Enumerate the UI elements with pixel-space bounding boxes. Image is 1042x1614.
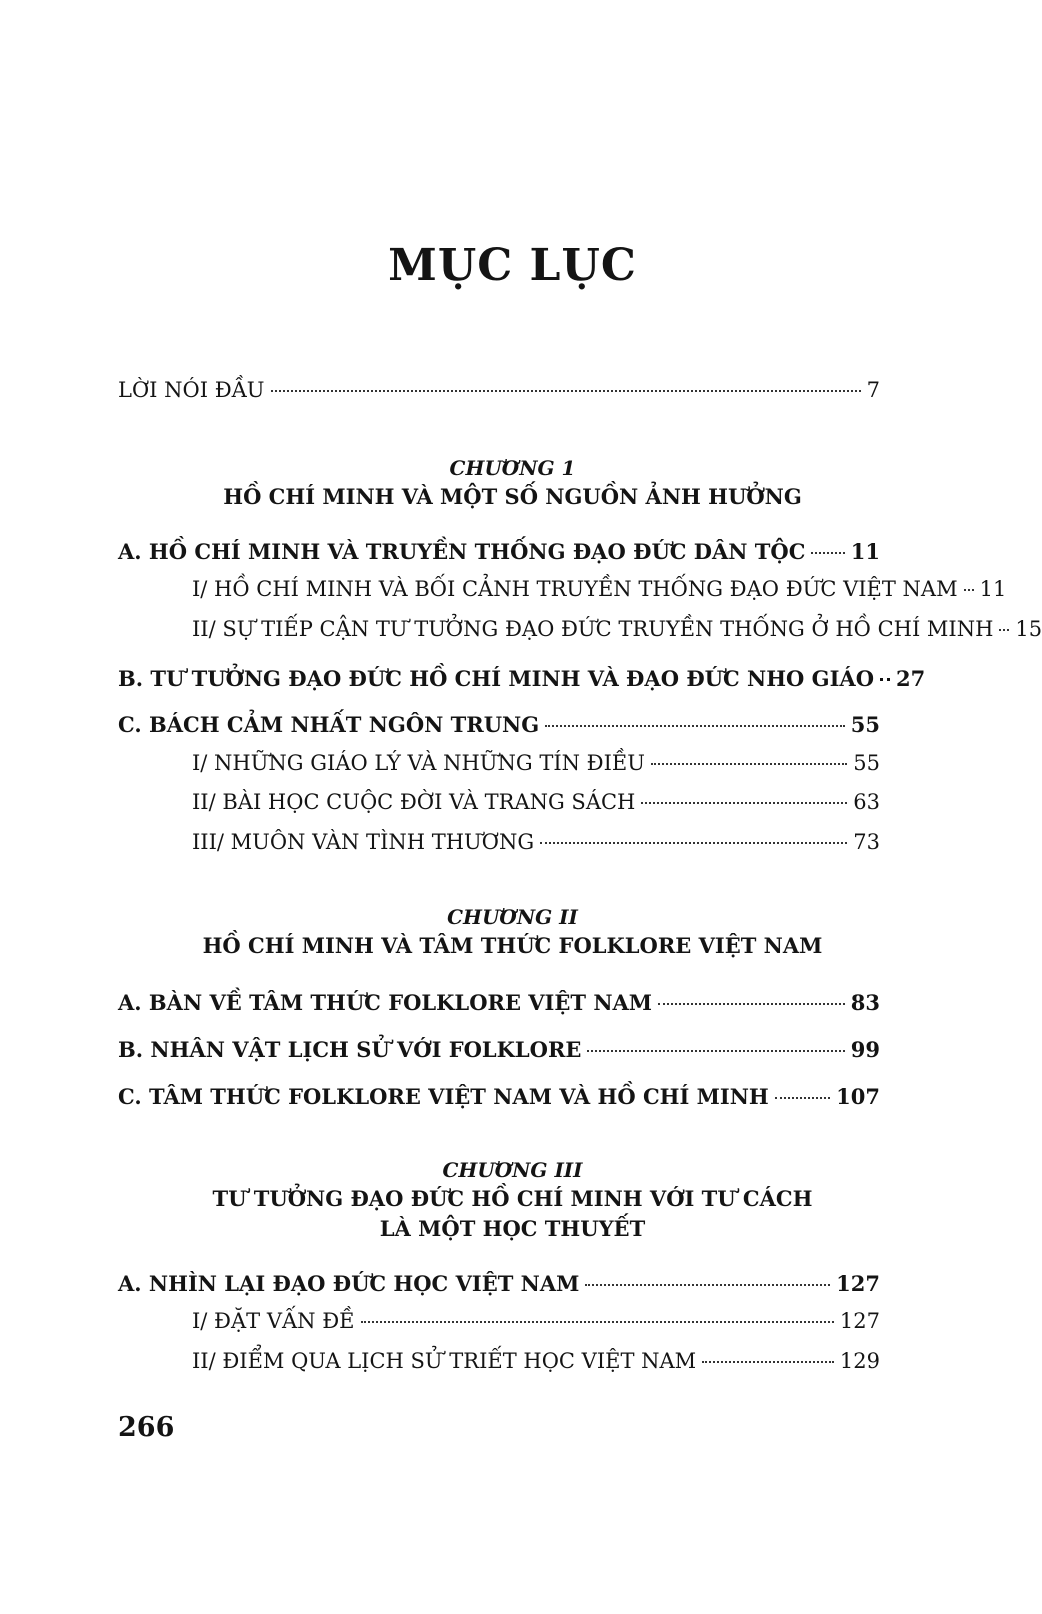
- page-number: 266: [118, 1412, 175, 1443]
- chapter-label: CHƯƠNG III: [442, 1158, 583, 1182]
- toc-entry-page: 73: [853, 830, 880, 854]
- chapter-label: CHƯƠNG II: [447, 905, 578, 929]
- dot-leader: [651, 763, 847, 765]
- toc-entry-label: B. TƯ TƯỞNG ĐẠO ĐỨC HỒ CHÍ MINH VÀ ĐẠO ĐỨC NHO GIÁO: [118, 666, 874, 691]
- toc-entry-label: II/ ĐIỂM QUA LỊCH SỬ TRIẾT HỌC VIỆT NAM: [192, 1349, 697, 1373]
- dot-leader: [658, 1003, 845, 1005]
- toc-entry-label: C. BÁCH CẢM NHẤT NGÔN TRUNG: [118, 712, 540, 737]
- toc-entry[interactable]: [118, 711, 880, 739]
- toc-entry-page: 55: [853, 751, 880, 775]
- dot-leader: [964, 589, 974, 591]
- dot-leader: [271, 390, 861, 392]
- dot-leader: [361, 1321, 834, 1323]
- dot-leader: [775, 1097, 830, 1099]
- toc-entry-label: A. HỒ CHÍ MINH VÀ TRUYỀN THỐNG ĐẠO ĐỨC DÂN TỘC: [118, 539, 806, 564]
- toc-entry[interactable]: [192, 749, 880, 777]
- toc-entry-label: I/ ĐẶT VẤN ĐỀ: [192, 1309, 355, 1333]
- chapter-title: HỒ CHÍ MINH VÀ MỘT SỐ NGUỒN ẢNH HƯỞNG: [223, 484, 802, 509]
- toc-entry-label: I/ NHỮNG GIÁO LÝ VÀ NHỮNG TÍN ĐIỀU: [192, 751, 645, 775]
- toc-entry[interactable]: [192, 1347, 880, 1375]
- dot-leader: [811, 552, 844, 554]
- chapter-title: HỒ CHÍ MINH VÀ TÂM THỨC FOLKLORE VIỆT NAM: [202, 933, 823, 958]
- toc-entry-page: 99: [850, 1037, 880, 1062]
- toc-entry[interactable]: [118, 989, 880, 1017]
- dot-leader: [587, 1050, 844, 1052]
- toc-entry-preface[interactable]: [118, 376, 880, 404]
- chapter-3-heading: [0, 1156, 1025, 1244]
- dot-leader: [540, 842, 847, 844]
- toc-entry[interactable]: [192, 615, 1042, 643]
- dot-leader: [880, 678, 890, 681]
- toc-entry[interactable]: [192, 1307, 880, 1335]
- toc-entry-page: 129: [839, 1349, 880, 1373]
- toc-entry-page: 63: [853, 790, 880, 814]
- dot-leader: [999, 629, 1009, 631]
- dot-leader: [641, 802, 847, 804]
- toc-entry[interactable]: [118, 538, 880, 566]
- toc-entry-label: B. NHÂN VẬT LỊCH SỬ VỚI FOLKLORE: [118, 1037, 582, 1062]
- chapter-1-heading: [0, 454, 1025, 512]
- toc-entry-page: 83: [850, 990, 880, 1015]
- toc-entry-label: III/ MUÔN VÀN TÌNH THƯƠNG: [192, 830, 535, 854]
- toc-entry-label: I/ HỒ CHÍ MINH VÀ BỐI CẢNH TRUYỀN THỐNG ĐẠO ĐỨC VIỆT NAM: [192, 577, 958, 601]
- toc-entry-label: LỜI NÓI ĐẦU: [118, 378, 265, 402]
- toc-entry-page: 7: [866, 378, 880, 402]
- chapter-2-heading: [0, 903, 1025, 961]
- toc-entry[interactable]: [118, 1036, 880, 1064]
- toc-entry-page: 11: [850, 539, 880, 564]
- chapter-title: LÀ MỘT HỌC THUYẾT: [379, 1216, 646, 1241]
- chapter-label: CHƯƠNG 1: [449, 456, 576, 480]
- dot-leader: [545, 725, 845, 727]
- toc-entry[interactable]: [192, 828, 880, 856]
- toc-entry-page: 15: [1015, 617, 1042, 641]
- toc-entry-page: 27: [896, 666, 926, 691]
- toc-entry-page: 127: [836, 1271, 880, 1296]
- toc-entry[interactable]: [192, 788, 880, 816]
- toc-entry-page: 11: [979, 577, 1007, 601]
- toc-entry-label: C. TÂM THỨC FOLKLORE VIỆT NAM VÀ HỒ CHÍ MINH: [118, 1084, 769, 1109]
- dot-leader: [585, 1284, 830, 1286]
- dot-leader: [702, 1361, 834, 1363]
- toc-entry[interactable]: [118, 1270, 880, 1298]
- toc-entry-label: A. NHÌN LẠI ĐẠO ĐỨC HỌC VIỆT NAM: [118, 1271, 580, 1296]
- page-title: MỤC LỤC: [388, 240, 637, 291]
- toc-entry-label: II/ BÀI HỌC CUỘC ĐỜI VÀ TRANG SÁCH: [192, 790, 636, 814]
- toc-entry-label: A. BÀN VỀ TÂM THỨC FOLKLORE VIỆT NAM: [118, 990, 653, 1015]
- toc-entry-label: II/ SỰ TIẾP CẬN TƯ TƯỞNG ĐẠO ĐỨC TRUYỀN THỐNG Ở HỒ CHÍ MINH: [192, 617, 994, 641]
- toc-entry[interactable]: [192, 575, 1007, 603]
- toc-entry[interactable]: [118, 665, 926, 693]
- toc-entry-page: 127: [839, 1309, 880, 1333]
- toc-entry-page: 107: [836, 1084, 880, 1109]
- toc-entry-page: 55: [850, 712, 880, 737]
- chapter-title: TƯ TƯỞNG ĐẠO ĐỨC HỒ CHÍ MINH VỚI TƯ CÁCH: [212, 1186, 813, 1211]
- toc-entry[interactable]: [118, 1083, 880, 1111]
